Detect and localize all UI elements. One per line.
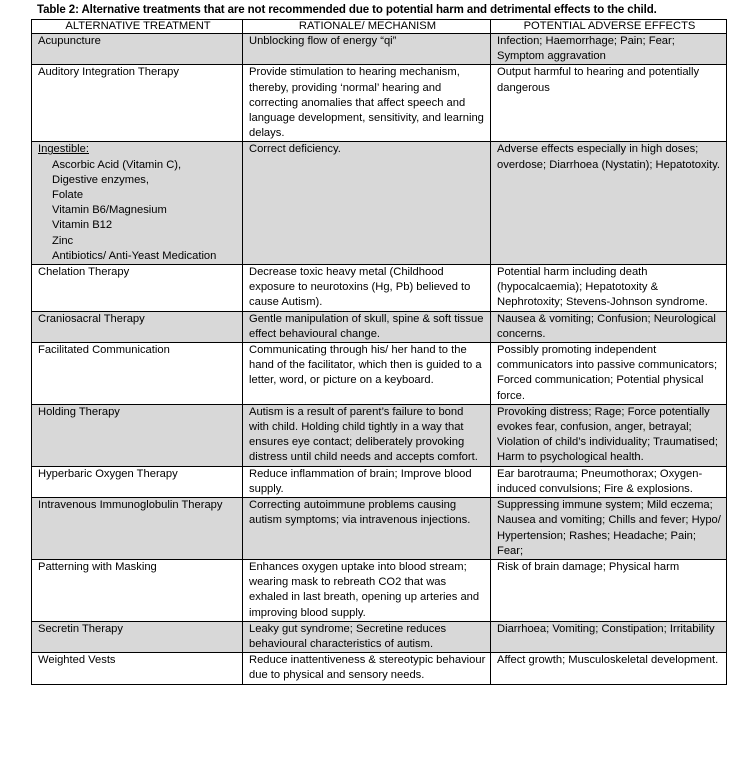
alternative-treatments-table: [31, 19, 727, 685]
effects-cell: Ear barotrauma; Pneumothorax; Oxygen-induced convulsions; Fire & explosions.: [491, 466, 727, 497]
rationale-cell: Leaky gut syndrome; Secretine reduces behavioural characteristics of autism.: [243, 621, 491, 652]
effects-cell: Diarrhoea; Vomiting; Constipation; Irritability: [491, 621, 727, 652]
table-row: [32, 265, 727, 312]
rationale-cell: Enhances oxygen uptake into blood stream; wearing mask to rebreath CO2 that was exhaled in last breath, opening up arteries and improving blood supply.: [243, 559, 491, 621]
effects-cell: Risk of brain damage; Physical harm: [491, 559, 727, 621]
column-header-effects: POTENTIAL ADVERSE EFFECTS: [491, 20, 727, 34]
treatment-cell: Acupuncture: [32, 34, 243, 65]
treatment-cell: Hyperbaric Oxygen Therapy: [32, 466, 243, 497]
rationale-cell: Correct deficiency.: [243, 142, 491, 265]
rationale-cell: Reduce inflammation of brain; Improve blood supply.: [243, 466, 491, 497]
effects-cell: Infection; Haemorrhage; Pain; Fear; Symptom aggravation: [491, 34, 727, 65]
ingestible-item: Antibiotics/ Anti-Yeast Medication: [52, 249, 217, 262]
table-row: [32, 653, 727, 684]
ingestible-item: Ascorbic Acid (Vitamin C),: [52, 158, 182, 171]
table-row: [32, 466, 727, 497]
treatment-cell: Intravenous Immunoglobulin Therapy: [32, 498, 243, 560]
table-row: [32, 498, 727, 560]
treatment-cell: Weighted Vests: [32, 653, 243, 684]
effects-cell: Affect growth; Musculoskeletal development.: [491, 653, 727, 684]
table-row: [32, 404, 727, 466]
table-row: [32, 559, 727, 621]
effects-cell: Suppressing immune system; Mild eczema; Nausea and vomiting; Chills and fever; Hypo/ Hypertension; Rashes; Headache; Pain; Fear;: [491, 498, 727, 560]
ingestible-item: Digestive enzymes,: [52, 173, 149, 186]
rationale-cell: Communicating through his/ her hand to the hand of the facilitator, which then is guided to a letter, word, or picture on a keyboard.: [243, 343, 491, 405]
column-header-rationale: RATIONALE/ MECHANISM: [243, 20, 491, 34]
effects-cell: Possibly promoting independent communicators into passive communicators; Forced communication; Potential physical force.: [491, 343, 727, 405]
table-row: [32, 142, 727, 265]
table-row: [32, 343, 727, 405]
effects-cell: Output harmful to hearing and potentially dangerous: [491, 65, 727, 142]
effects-cell: Potential harm including death (hypocalcaemia); Hepatotoxity & Nephrotoxity; Stevens-Johnson syndrome.: [491, 265, 727, 312]
treatment-cell: Secretin Therapy: [32, 621, 243, 652]
rationale-cell: Gentle manipulation of skull, spine & soft tissue effect behavioural change.: [243, 311, 491, 342]
ingestible-item: Vitamin B12: [52, 219, 113, 232]
treatment-cell: Auditory Integration Therapy: [32, 65, 243, 142]
rationale-cell: Decrease toxic heavy metal (Childhood exposure to neurotoxins (Hg, Pb) believed to cause Autism).: [243, 265, 491, 312]
ingestible-item: Vitamin B6/Magnesium: [52, 204, 167, 217]
column-header-treatment: ALTERNATIVE TREATMENT: [32, 20, 243, 34]
treatment-cell: Craniosacral Therapy: [32, 311, 243, 342]
treatment-cell: Patterning with Masking: [32, 559, 243, 621]
rationale-cell: Unblocking flow of energy “qi”: [243, 34, 491, 65]
ingestible-item: Folate: [52, 189, 84, 202]
rationale-cell: Provide stimulation to hearing mechanism, thereby, providing ‘normal’ hearing and correcting anomalies that affect speech and language development, sensitivity, and learning delays.: [243, 65, 491, 142]
table-row: [32, 34, 727, 65]
rationale-cell: Reduce inattentiveness & stereotypic behaviour due to physical and sensory needs.: [243, 653, 491, 684]
rationale-cell: Correcting autoimmune problems causing autism symptoms; via intravenous injections.: [243, 498, 491, 560]
table-row: [32, 621, 727, 652]
table-header-row: [32, 20, 727, 34]
effects-cell: Nausea & vomiting; Confusion; Neurological concerns.: [491, 311, 727, 342]
treatment-cell: Facilitated Communication: [32, 343, 243, 405]
effects-cell: Provoking distress; Rage; Force potentially evokes fear, confusion, anger, betrayal; Violation of child’s individuality; Traumatised; Harm to psychological health.: [491, 404, 727, 466]
rationale-cell: Autism is a result of parent’s failure to bond with child. Holding child tightly in a way that ensures eye contact; deliberately provoking distress until child needs and accepts comfort.: [243, 404, 491, 466]
ingestible-heading: Ingestible:: [38, 143, 89, 156]
treatment-cell: Holding Therapy: [32, 404, 243, 466]
treatment-cell: [32, 142, 243, 265]
ingestible-item: Zinc: [52, 234, 74, 247]
treatment-cell: Chelation Therapy: [32, 265, 243, 312]
table-caption: Table 2: Alternative treatments that are not recommended due to potential harm and detrimental effects to the child.: [37, 4, 657, 16]
table-row: [32, 65, 727, 142]
effects-cell: Adverse effects especially in high doses; overdose; Diarrhoea (Nystatin); Hepatotoxity.: [491, 142, 727, 265]
table-row: [32, 311, 727, 342]
